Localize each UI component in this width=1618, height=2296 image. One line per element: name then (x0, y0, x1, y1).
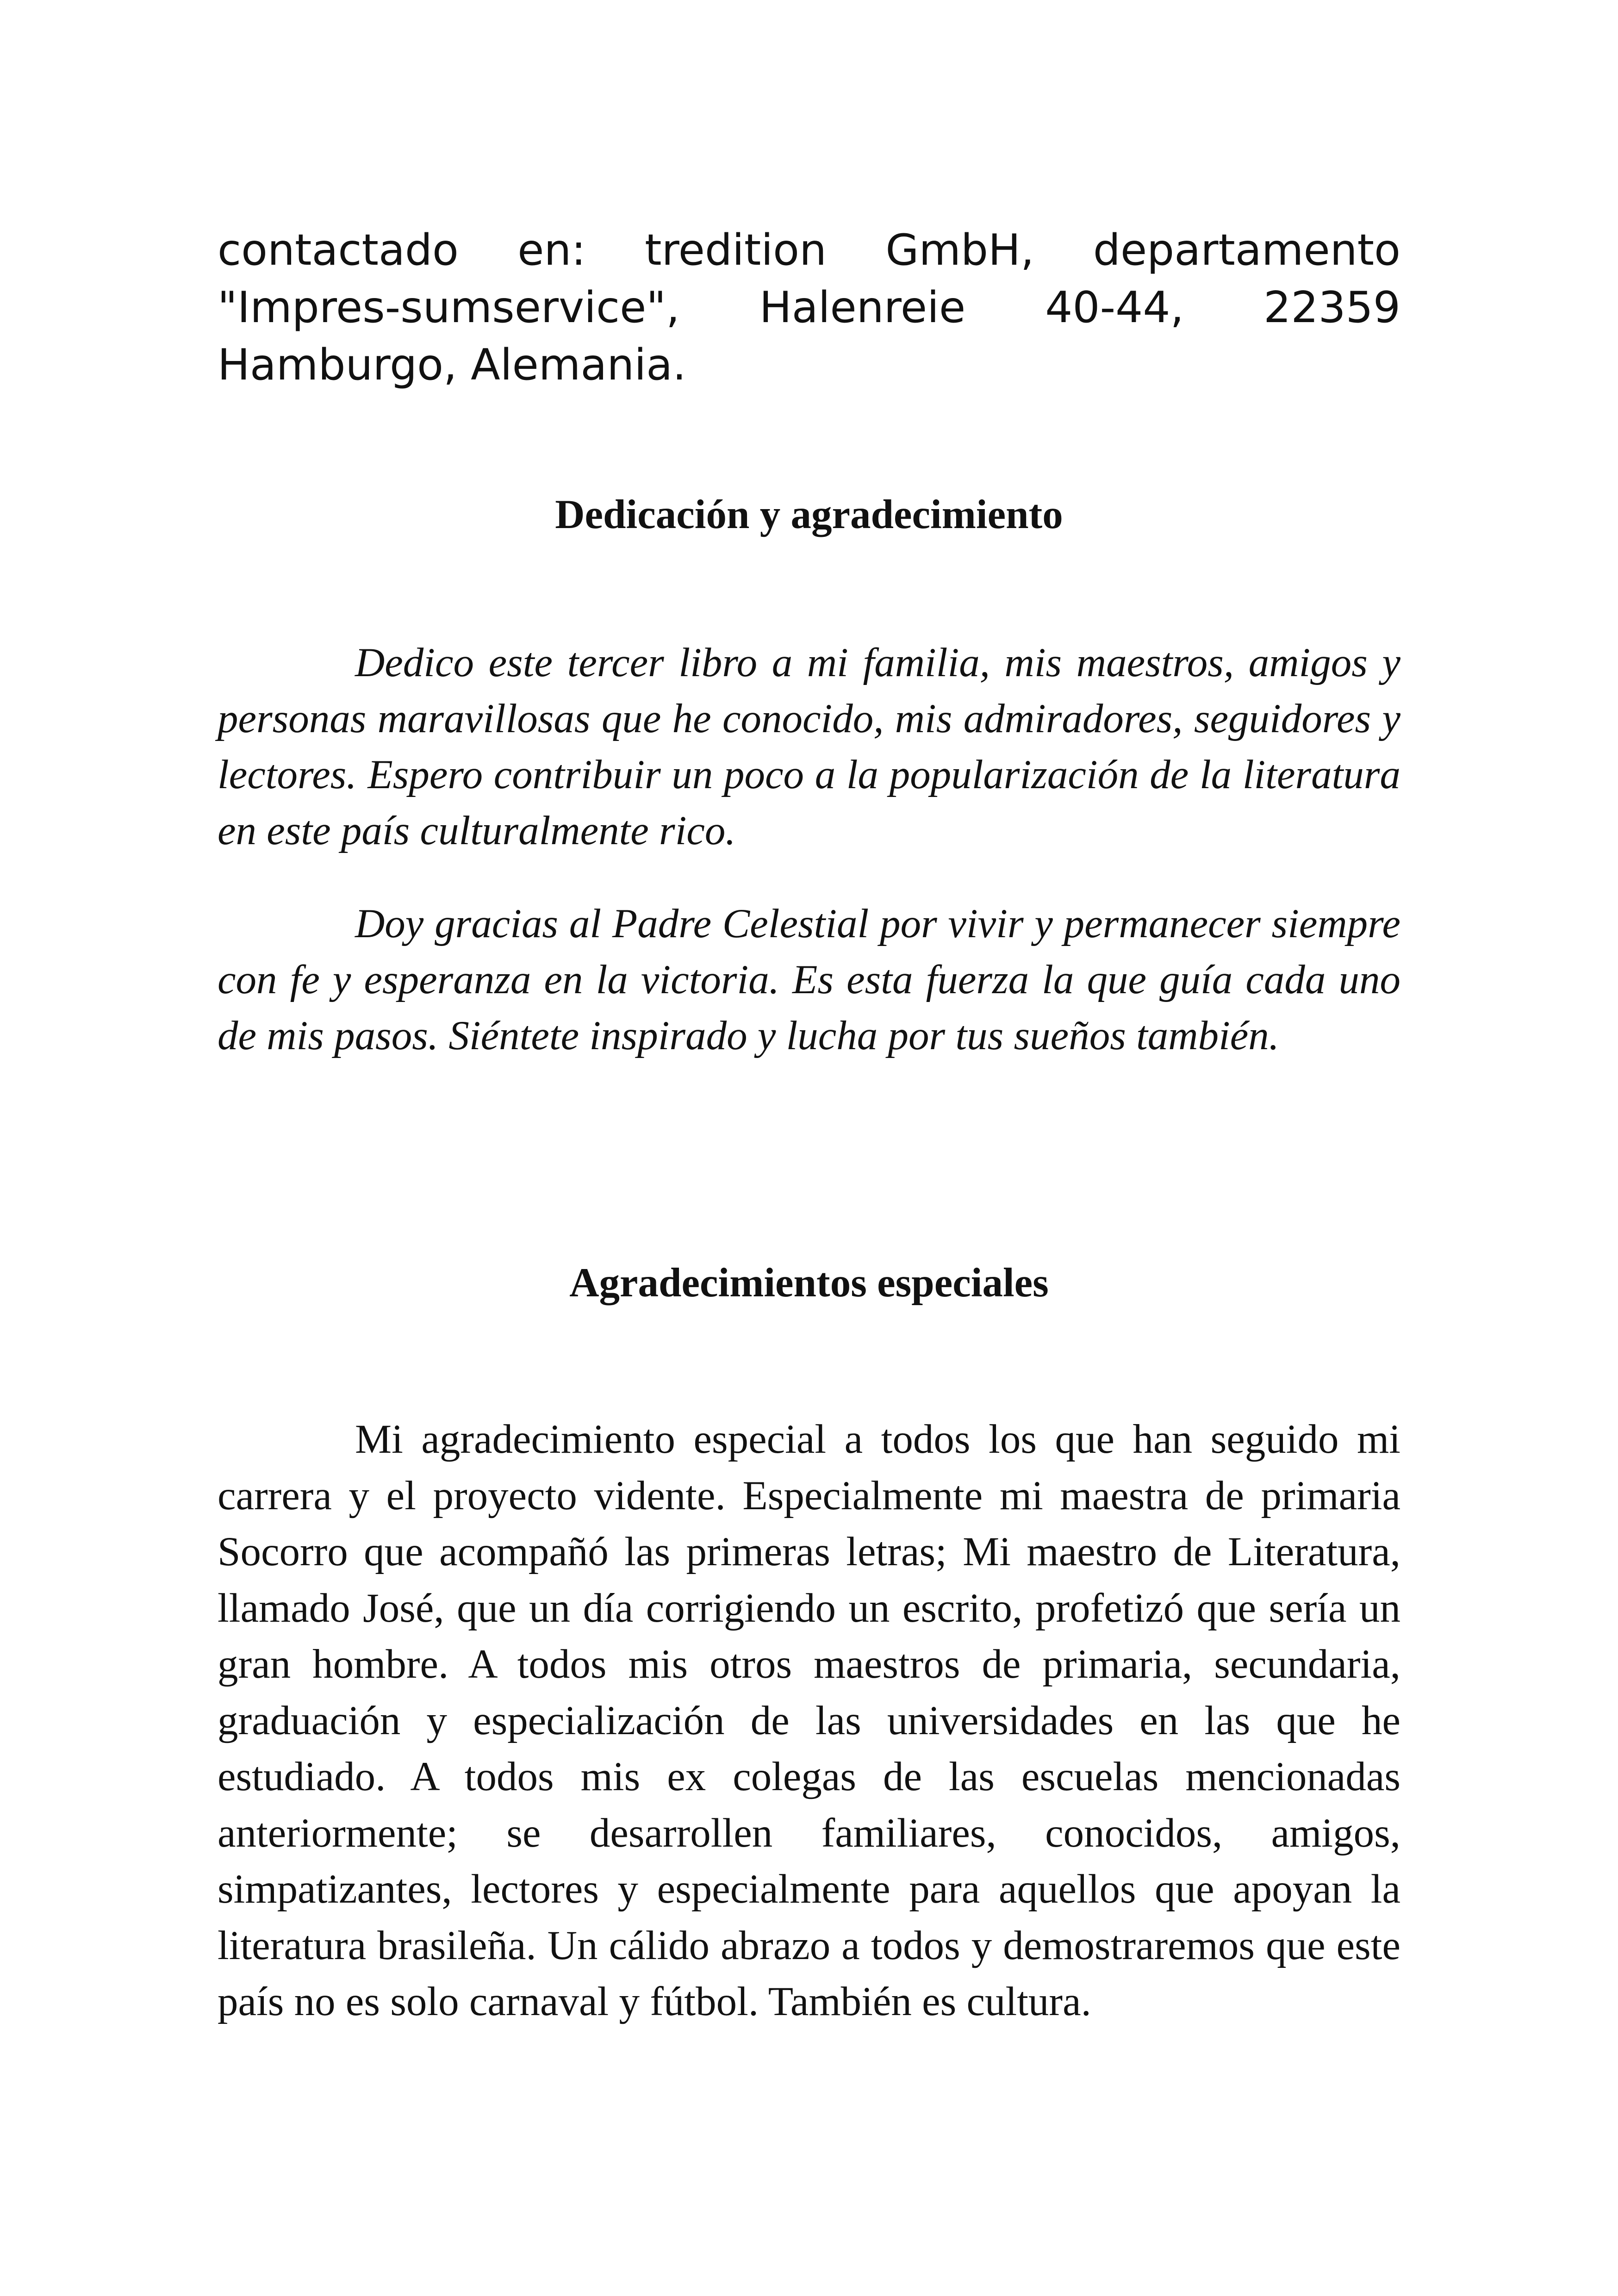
dedication-paragraph-2: Doy gracias al Padre Celestial por vivir y permanecer siempre con fe y esperanza en la victoria. Es esta fuerza la que guía cada uno de mis pasos. Siéntete inspirado y lucha por tus sueños también. (218, 901, 1400, 1058)
special-thanks-paragraph: Mi agradecimiento especial a todos los que han seguido mi carrera y el proyecto vidente. Especialmente mi maestra de primaria Socorro que acompañó las primeras letras; Mi maestro de Literatura, llamado José, que un día corrigiendo un escrito, profetizó que sería un gran hombre. A todos mis otros maestros de primaria, secundaria, graduación y especialización de las universidades en las que he estudiado. A todos mis ex colegas de las escuelas mencionadas anteriormente; se desarrollen familiares, conocidos, amigos, simpatizantes, lectores y especialmente para aquellos que apoyan la literatura brasileña. Un cálido abrazo a todos y demostraremos que este país no es solo carnaval y fútbol. También es cultura. (218, 1417, 1400, 2024)
dedication-paragraph-1: Dedico este tercer libro a mi familia, mis maestros, amigos y personas maravillosas que he conocido, mis admiradores, seguidores y lectores. Espero contribuir un poco a la popularización de la literatura en este país culturalmente rico. (218, 640, 1400, 853)
special-thanks-heading: Agradecimientos especiales (569, 1260, 1049, 1306)
dedication-heading: Dedicación y agradecimiento (555, 492, 1063, 537)
contact-address-text: contactado en: tredition GmbH, departamento "Impres-sumservice", Halenreie 40-44, 22359 Hamburgo, Alemania. (218, 225, 1400, 390)
